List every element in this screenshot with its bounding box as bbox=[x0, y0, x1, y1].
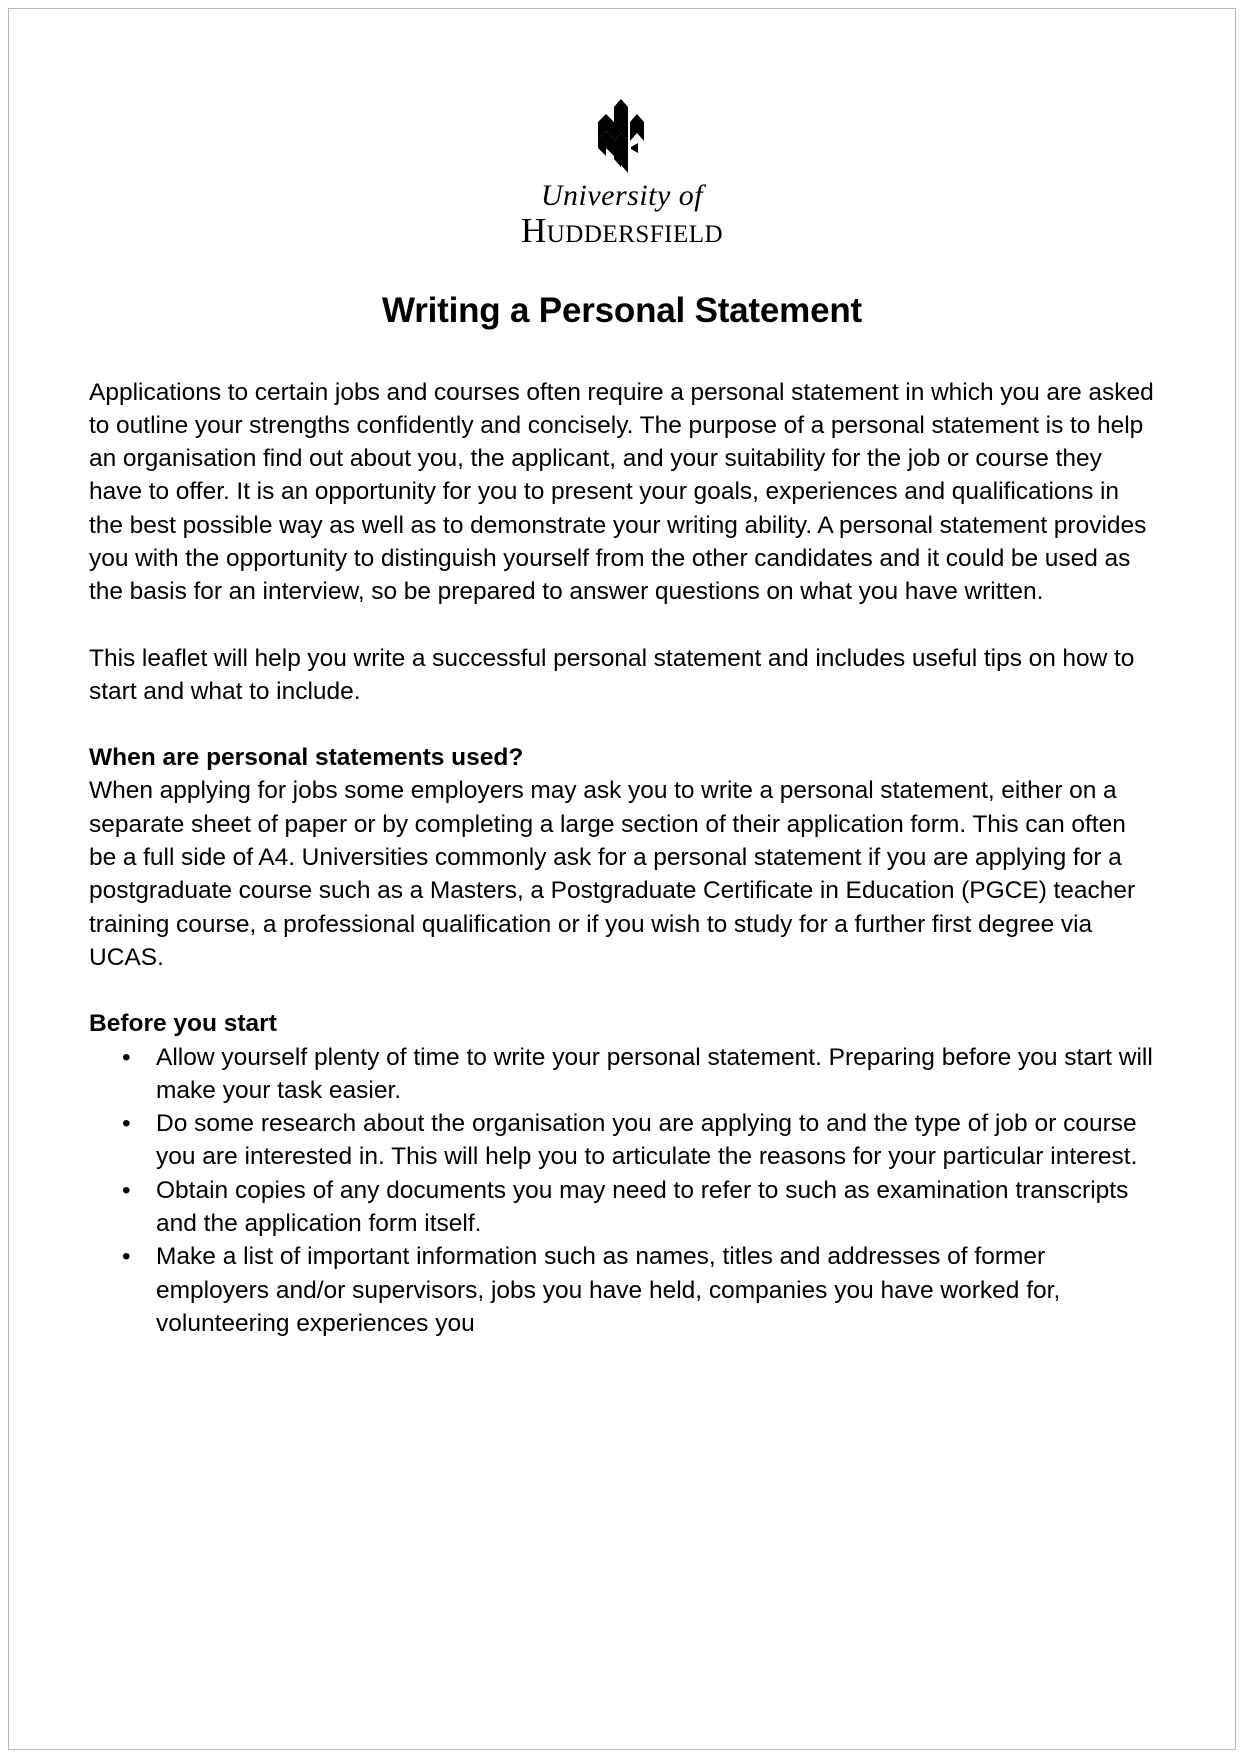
section-heading-before-you-start: Before you start bbox=[89, 1010, 277, 1038]
university-logo bbox=[412, 9, 832, 248]
before-you-start-list bbox=[89, 1041, 1157, 1341]
list-item: • Allow yourself plenty of time to write your personal statement. Preparing before you start will make your task easier. bbox=[89, 1041, 1157, 1108]
paragraph-spacer bbox=[89, 974, 1157, 1007]
huddersfield-h-monogram-icon bbox=[590, 97, 654, 175]
page-title: Writing a Personal Statement bbox=[382, 291, 862, 330]
document-body bbox=[9, 376, 1235, 1341]
logo-university-text: University of bbox=[540, 179, 704, 212]
intro-paragraph-1: Applications to certain jobs and courses often require a personal statement in which you are asked to outline your strengths confidently and concisely. The purpose of a personal statement is to help an organisation find out about you, the applicant, and your suitability for the job or course they have to offer. It is an opportunity for you to present your goals, experiences and qualifications in the best possible way as well as to demonstrate your writing ability. A personal statement provides you with the opportunity to distinguish yourself from the other candidates and it could be used as the basis for an interview, so be prepared to answer questions on what you have written. bbox=[89, 378, 1154, 606]
paragraph-spacer bbox=[89, 708, 1157, 741]
list-item: • Do some research about the organisation you are applying to and the type of job or course you are interested in. This will help you to articulate the reasons for your particular interest. bbox=[89, 1107, 1157, 1174]
logo-huddersfield-text: Huddersfield bbox=[520, 211, 724, 250]
list-item: • Make a list of important information such as names, titles and addresses of former employers and/or supervisors, jobs you have held, companies you have worked for, volunteering experiences you bbox=[89, 1240, 1157, 1340]
intro-paragraph-2: This leaflet will help you write a successful personal statement and includes useful tips on how to start and what to include. bbox=[89, 644, 1135, 705]
section-heading-when-used: When are personal statements used? bbox=[89, 744, 524, 772]
document-page bbox=[8, 8, 1236, 1750]
list-item: • Obtain copies of any documents you may need to refer to such as examination transcripts and the application form itself. bbox=[89, 1174, 1157, 1241]
paragraph-spacer bbox=[89, 609, 1157, 642]
section-body-when-used: When applying for jobs some employers may ask you to write a personal statement, either on a separate sheet of paper or by completing a large section of their application form. This can often be a full side of A4. Universities commonly ask for a personal statement if you are applying for a postgraduate course such as a Masters, a Postgraduate Certificate in Education (PGCE) teacher training course, a professional qualification or if you wish to study for a further first degree via UCAS. bbox=[89, 777, 1136, 971]
